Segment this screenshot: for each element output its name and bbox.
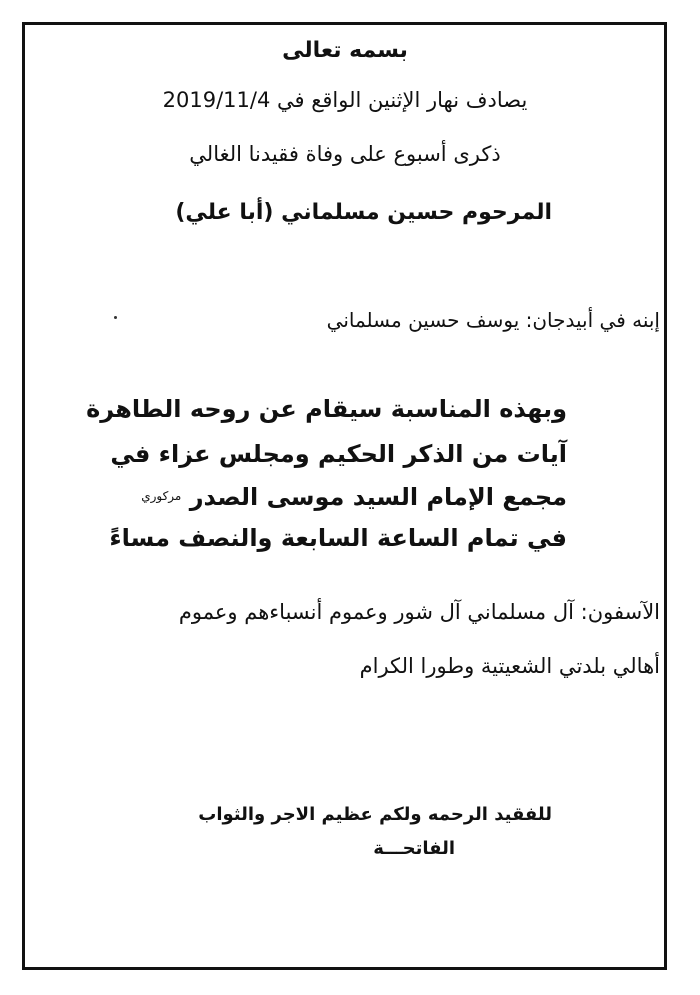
document-heading: بسمه تعالى <box>282 38 408 63</box>
mourners-line-2: أهالي بلدتي الشعيتية وطورا الكرام <box>359 654 660 678</box>
memorial-line: ذكرى أسبوع على وفاة فقيدنا الغالي <box>189 142 501 166</box>
son-abroad-line: إبنه في أبيدجان: يوسف حسين مسلماني <box>326 308 660 332</box>
ceremony-line-3 <box>141 483 567 511</box>
condolence-line: للفقيد الرحمه ولكم عظيم الاجر والثواب <box>198 804 552 825</box>
ceremony-line-1: وبهذه المناسبة سيقام عن روحه الطاهرة <box>86 395 567 423</box>
deceased-name: المرحوم حسين مسلماني (أبا علي) <box>175 200 552 225</box>
ceremony-venue: مجمع الإمام السيد موسى الصدر <box>189 483 567 511</box>
ceremony-venue-note: مركوري <box>141 489 182 503</box>
stray-dot-mark <box>114 316 117 319</box>
ceremony-line-2: آيات من الذكر الحكيم ومجلس عزاء في <box>110 440 567 468</box>
mourners-line-1: الآسفون: آل مسلماني آل شور وعموم أنسباءهم وعموم <box>178 600 660 624</box>
ceremony-line-4: في تمام الساعة السابعة والنصف مساءً <box>109 524 567 552</box>
date-line: يصادف نهار الإثنين الواقع في 2019/11/4 <box>162 88 528 112</box>
fatiha-line: الفاتحـــة <box>373 838 455 859</box>
